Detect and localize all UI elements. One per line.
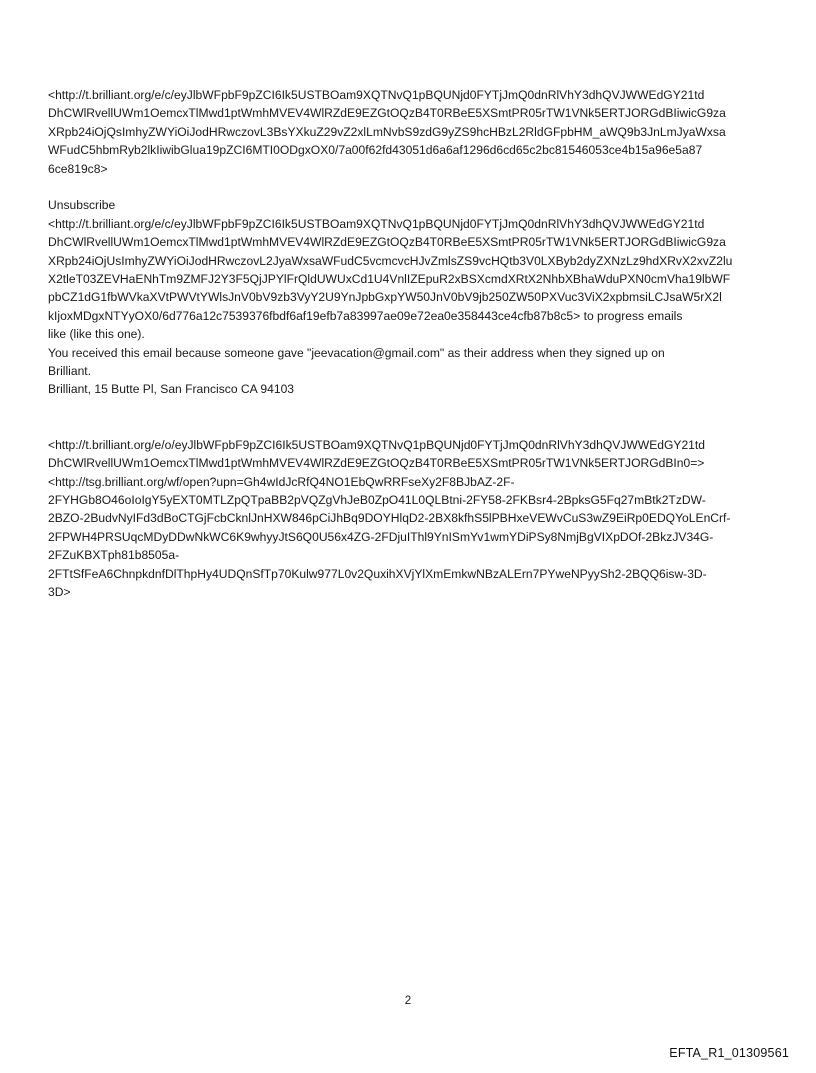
link-line[interactable]: <http://t.brilliant.org/e/c/eyJlbWFpbF9pZCI6Ik5USTBOam9XQTNvQ1pBQUNjd0FYTjJmQ0dnRlVhY3dhQVJWWEdGY21td [48,88,705,102]
notice-line: Brilliant. [48,364,92,379]
address-line: Brilliant, 15 Butte Pl, San Francisco CA 94103 [48,382,295,397]
link-line[interactable]: 6ce819c8> [48,161,108,176]
text-line: like (like this one). [48,327,145,342]
unsubscribe-label: Unsubscribe [48,198,116,213]
tracking-link-block[interactable] [48,436,772,602]
unsubscribe-link-block[interactable] [48,215,772,344]
link-line[interactable]: <http://t.brilliant.org/e/o/eyJlbWFpbF9pZCI6Ik5USTBOam9XQTNvQ1pBQUNjd0FYTjJmQ0dnRlVhY3dhQVJWWEdGY21td [48,437,705,452]
app-store-link-block[interactable] [48,86,772,178]
link-line[interactable]: 2FTtSfFeA6ChnpkdnfDlThpHy4UDQnSfTp70Kulw977L0v2QuxihXVjYlXmEmkwNBzALErn7PYweNPyySh2-2BQQ6isw-3D- [48,566,707,581]
link-line[interactable]: 2BZO-2BudvNyIFd3dBoCTGjFcbCknlJnHXW846pCiJhBq9DOYHlqD2-2BX8kfhS5lPBHxeVEWvCuS3wZ9EiRp0EDQYoLEnCrf- [48,511,731,526]
link-line[interactable]: 2FZuKBXTph81b8505a- [48,548,180,563]
link-line[interactable]: 3D> [48,584,71,599]
paragraph-spacer [48,178,772,196]
link-line[interactable]: <http://t.brilliant.org/e/c/eyJlbWFpbF9pZCI6Ik5USTBOam9XQTNvQ1pBQUNjd0FYTjJmQ0dnRlVhY3dhQVJWWEdGY21td [48,216,705,231]
link-line[interactable]: <http://tsg.brilliant.org/wf/open?upn=Gh4wIdJcRfQ4NO1EbQwRRFseXy2F8BJbAZ-2F- [48,474,515,489]
link-line[interactable]: DhCWlRvellUWm1OemcxTlMwd1ptWmhMVEV4WlRZdE9EZGtOQzB4T0RBeE5XSmtPR05rTW1VNk5ERTJORGdBIiwicG9za [48,106,726,121]
link-line[interactable]: X2tleT03ZEVHaENhTm9ZMFJ2Y3F5QjJPYlFrQldUWUxCd1U4VnlIZEpuR2xBSXcmdXRtX2NhbXBhaWduPXN0cmVha19lbWF [48,272,731,287]
paragraph-spacer [48,399,772,436]
page-number: 2 [404,995,412,1007]
link-line[interactable]: kIjoxMDgxNTYyOX0/6d776a12c7539376fbdf6af19efb7a83997ae09e72ea0e358443ce4cfb87b8c5> to progress emails [48,308,683,323]
link-line[interactable]: 2FPWH4PRSUqcMDyDDwNkWC6K9whyyJtS6Q0U56x4ZG-2FDjuIThl9YnISmYv1wmYDiPSy8NmjBgVIXpDOf-2BkzJV34G- [48,529,714,544]
notice-block [48,344,772,399]
notice-line: You received this email because someone gave "jeevacation@gmail.com" as their address when they signed up on [48,345,665,360]
link-line[interactable]: DhCWlRvellUWm1OemcxTlMwd1ptWmhMVEV4WlRZdE9EZGtOQzB4T0RBeE5XSmtPR05rTW1VNk5ERTJORGdBIiwicG9za [48,235,726,250]
email-body [48,86,772,601]
link-line[interactable]: DhCWlRvellUWm1OemcxTlMwd1ptWmhMVEV4WlRZdE9EZGtOQzB4T0RBeE5XSmtPR05rTW1VNk5ERTJORGdBIn0=> [48,456,705,471]
link-line[interactable]: pbCZ1dG1fbWVkaXVtPWVtYWlsJnV0bV9zb3VyY2U9YnJpbGxpYW50JnV0bV9jb250ZW50PXVuc3ViX2xpbmsiLCJsaW5rX2l [48,290,722,305]
document-id: EFTA_R1_01309561 [669,1046,789,1060]
link-line[interactable]: XRpb24iOjQsImhyZWYiOiJodHRwczovL3BsYXkuZ29vZ2xlLmNvbS9zdG9yZS9hcHBzL2RldGFpbHM_aWQ9b3JnLmJyaWxsa [48,124,726,139]
link-line[interactable]: WFudC5hbmRyb2lkIiwibGlua19pZCI6MTI0ODgxOX0/7a00f62fd43051d6a6af1296d6cd65c2bc81546053ce4b15a96e5a87 [48,143,703,158]
link-line[interactable]: XRpb24iOjUsImhyZWYiOiJodHRwczovL2JyaWxsaWFudC5vcmcvcHJvZmlsZS9vcHQtb3V0LXByb2dyZXNzLz9hdXRvX2xvZ2lu [48,253,733,268]
link-line[interactable]: 2FYHGb8O46oIoIgY5yEXT0MTLZpQTpaBB2pVQZgVhJeB0ZpO41L0QLBtni-2FY58-2FKBsr4-2BpksG5Fq27mBtk2TzDW- [48,492,706,507]
